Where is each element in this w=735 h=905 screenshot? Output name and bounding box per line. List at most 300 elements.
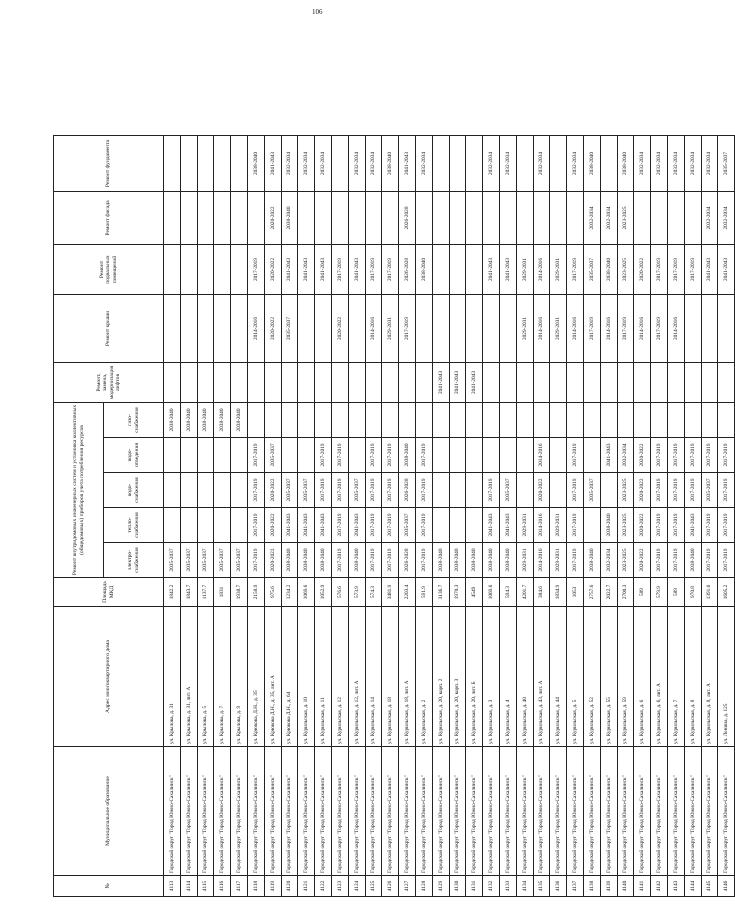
cell-heat: 2041-2043 (281, 508, 298, 543)
table-row (264, 136, 281, 897)
cell-municipality: Городской округ "Город Южно-Сахалинск" (214, 747, 231, 876)
cell-facade (483, 192, 500, 245)
cell-electric: 2035-2037 (214, 543, 231, 578)
cell-foundation (600, 136, 617, 192)
cell-gas (516, 403, 533, 438)
table-row (432, 136, 449, 897)
cell-basement: 2041-2043 (718, 245, 735, 295)
cell-heat: 2020-2022 (634, 508, 651, 543)
cell-address: ул. Крылова, д. 5 (197, 607, 214, 747)
table-row (550, 136, 567, 897)
cell-drain (348, 438, 365, 473)
cell-facade (651, 192, 668, 245)
cell-area: 970.8 (684, 578, 701, 607)
cell-foundation: 2032-2034 (634, 136, 651, 192)
cell-gas (382, 403, 399, 438)
cell-area: 1234.2 (281, 578, 298, 607)
cell-municipality: Городской округ "Город Южно-Сахалинск" (247, 747, 264, 876)
cell-water (550, 473, 567, 508)
cell-heat: 2017-2019 (382, 508, 399, 543)
cell-heat: 2041-2043 (315, 508, 332, 543)
cell-lift (516, 363, 533, 403)
cell-facade (298, 192, 315, 245)
cell-roof (180, 295, 197, 363)
cell-lift (365, 363, 382, 403)
cell-water: 2035-2037 (583, 473, 600, 508)
table-row (617, 136, 634, 897)
cell-water (600, 473, 617, 508)
cell-lift: 2041-2043 (432, 363, 449, 403)
cell-foundation (231, 136, 248, 192)
cell-foundation: 2038-2040 (617, 136, 634, 192)
cell-roof: 2014-2016 (365, 295, 382, 363)
cell-drain (281, 438, 298, 473)
cell-heat: 2017-2019 (651, 508, 668, 543)
cell-foundation: 2032-2034 (281, 136, 298, 192)
cell-row-number: 4138 (583, 876, 600, 897)
cell-area: 4549 (466, 578, 483, 607)
header-water: водо-снабжения (104, 473, 164, 508)
cell-heat (180, 508, 197, 543)
table-row (651, 136, 668, 897)
cell-basement: 2017-2019 (567, 245, 584, 295)
table-row (247, 136, 264, 897)
cell-heat (449, 508, 466, 543)
cell-electric: 2017-2019 (382, 543, 399, 578)
cell-foundation: 2032-2034 (701, 136, 718, 192)
cell-basement: 2038-2040 (415, 245, 432, 295)
cell-area: 1053 (567, 578, 584, 607)
cell-municipality: Городской округ "Город Южно-Сахалинск" (718, 747, 735, 876)
cell-lift (684, 363, 701, 403)
cell-drain: 2020-2022 (634, 438, 651, 473)
cell-basement: 2020-2022 (264, 245, 281, 295)
cell-lift (315, 363, 332, 403)
cell-electric: 2035-2037 (180, 543, 197, 578)
cell-foundation: 2038-2040 (247, 136, 264, 192)
cell-electric: 2017-2019 (365, 543, 382, 578)
cell-address: ул. Курильская, д. 7 (667, 607, 684, 747)
cell-roof: 2029-2031 (516, 295, 533, 363)
cell-row-number: 4121 (298, 876, 315, 897)
cell-foundation (449, 136, 466, 192)
cell-basement: 2041-2043 (348, 245, 365, 295)
cell-facade (315, 192, 332, 245)
cell-municipality: Городской округ "Город Южно-Сахалинск" (684, 747, 701, 876)
cell-gas (247, 403, 264, 438)
cell-lift (667, 363, 684, 403)
cell-lift (701, 363, 718, 403)
cell-electric: 2038-2040 (315, 543, 332, 578)
cell-water: 2035-2037 (298, 473, 315, 508)
cell-water: 2017-2019 (331, 473, 348, 508)
cell-foundation: 2041-2043 (399, 136, 416, 192)
cell-roof (466, 295, 483, 363)
cell-heat: 2017-2019 (701, 508, 718, 543)
cell-water (449, 473, 466, 508)
cell-facade (214, 192, 231, 245)
table-body (164, 136, 735, 897)
cell-roof (214, 295, 231, 363)
cell-facade: 2038-2040 (281, 192, 298, 245)
cell-gas: 2038-2040 (231, 403, 248, 438)
cell-basement: 2041-2043 (281, 245, 298, 295)
cell-basement: 2041-2043 (298, 245, 315, 295)
cell-water (466, 473, 483, 508)
cell-foundation (550, 136, 567, 192)
cell-row-number: 4132 (483, 876, 500, 897)
cell-heat (466, 508, 483, 543)
header-utility-group: Ремонт внутридомовых инженерных систем и установка коллективных (общедомовых) приборов учета потребления ресурсов (54, 403, 104, 578)
cell-basement (449, 245, 466, 295)
cell-basement (231, 245, 248, 295)
cell-drain: 2032-2034 (617, 438, 634, 473)
cell-heat: 2020-2022 (264, 508, 281, 543)
cell-water: 2020-2022 (264, 473, 281, 508)
cell-basement: 2017-2019 (382, 245, 399, 295)
cell-municipality: Городской округ "Город Южно-Сахалинск" (264, 747, 281, 876)
cell-municipality: Городской округ "Город Южно-Сахалинск" (331, 747, 348, 876)
cell-roof (684, 295, 701, 363)
cell-lift (382, 363, 399, 403)
cell-municipality: Городской округ "Город Южно-Сахалинск" (617, 747, 634, 876)
cell-address: ул. Курильская, д. 4 (499, 607, 516, 747)
cell-drain: 2017-2019 (331, 438, 348, 473)
cell-basement (214, 245, 231, 295)
cell-lift (247, 363, 264, 403)
header-area: Площадь МКД (54, 578, 164, 607)
cell-water: 2017-2019 (315, 473, 332, 508)
cell-roof (701, 295, 718, 363)
cell-area: 1834.9 (550, 578, 567, 607)
table-row (667, 136, 684, 897)
cell-row-number: 4114 (180, 876, 197, 897)
cell-heat: 2014-2016 (533, 508, 550, 543)
cell-heat: 2017-2019 (667, 508, 684, 543)
cell-foundation: 2032-2034 (415, 136, 432, 192)
cell-foundation: 2032-2034 (315, 136, 332, 192)
cell-water: 2017-2019 (567, 473, 584, 508)
cell-foundation: 2032-2034 (365, 136, 382, 192)
cell-basement: 2017-2019 (667, 245, 684, 295)
cell-foundation: 2032-2034 (533, 136, 550, 192)
cell-heat: 2017-2019 (415, 508, 432, 543)
cell-heat (214, 508, 231, 543)
cell-roof (197, 295, 214, 363)
header-municipality: Муниципальное образование (54, 747, 164, 876)
cell-basement (164, 245, 181, 295)
cell-drain: 2017-2019 (247, 438, 264, 473)
cell-electric: 2017-2019 (718, 543, 735, 578)
cell-electric: 2038-2040 (499, 543, 516, 578)
cell-foundation (197, 136, 214, 192)
header-num: № (54, 876, 164, 897)
cell-lift: 2041-2043 (466, 363, 483, 403)
cell-row-number: 4143 (667, 876, 684, 897)
cell-row-number: 4118 (247, 876, 264, 897)
cell-lift (214, 363, 231, 403)
cell-area: 1831 (214, 578, 231, 607)
cell-gas (718, 403, 735, 438)
cell-row-number: 4142 (651, 876, 668, 897)
cell-roof (432, 295, 449, 363)
cell-electric: 2035-2037 (231, 543, 248, 578)
cell-lift (617, 363, 634, 403)
cell-municipality: Городской округ "Город Южно-Сахалинск" (432, 747, 449, 876)
cell-municipality: Городской округ "Город Южно-Сахалинск" (298, 747, 315, 876)
cell-heat: 2017-2019 (247, 508, 264, 543)
cell-basement: 2017-2019 (331, 245, 348, 295)
cell-drain: 2014-2016 (533, 438, 550, 473)
cell-gas (466, 403, 483, 438)
cell-facade (567, 192, 584, 245)
table-row (634, 136, 651, 897)
cell-row-number: 4116 (214, 876, 231, 897)
cell-foundation: 2038-2040 (382, 136, 399, 192)
cell-gas (331, 403, 348, 438)
cell-basement: 2029-2031 (550, 245, 567, 295)
cell-foundation: 2032-2034 (499, 136, 516, 192)
cell-basement: 2017-2019 (247, 245, 264, 295)
table-row (180, 136, 197, 897)
cell-heat: 2017-2019 (365, 508, 382, 543)
cell-electric: 2017-2019 (667, 543, 684, 578)
cell-area: 574.3 (365, 578, 382, 607)
cell-facade (415, 192, 432, 245)
cell-row-number: 4129 (432, 876, 449, 897)
table-row (348, 136, 365, 897)
cell-water (180, 473, 197, 508)
cell-facade: 2032-2034 (718, 192, 735, 245)
cell-foundation: 2032-2034 (667, 136, 684, 192)
cell-electric: 2038-2040 (432, 543, 449, 578)
cell-address: ул. Крылова, д. 7 (214, 607, 231, 747)
cell-drain: 2017-2019 (365, 438, 382, 473)
cell-address: ул. Курильская, д. 43, лит. А (533, 607, 550, 747)
page-number: 106 (312, 8, 323, 16)
header-address: Адрес многоквартирного дома (54, 607, 164, 747)
header-drain: водо-отведения (104, 438, 164, 473)
cell-drain (432, 438, 449, 473)
cell-facade (499, 192, 516, 245)
cell-heat (231, 508, 248, 543)
cell-electric: 2023-2025 (617, 543, 634, 578)
cell-roof: 2020-2022 (331, 295, 348, 363)
cell-electric: 2029-2031 (516, 543, 533, 578)
cell-address: ул. Крылова, д. 31, лит. А (180, 607, 197, 747)
cell-water: 2035-2037 (281, 473, 298, 508)
cell-area: 1938.7 (231, 578, 248, 607)
cell-lift (651, 363, 668, 403)
table-row (701, 136, 718, 897)
cell-heat (583, 508, 600, 543)
cell-facade (634, 192, 651, 245)
cell-row-number: 4137 (567, 876, 584, 897)
cell-address: ул. Курильская, д. 20, лит. Б (466, 607, 483, 747)
cell-area: 1970.3 (449, 578, 466, 607)
cell-area: 3481.9 (382, 578, 399, 607)
cell-municipality: Городской округ "Город Южно-Сахалинск" (499, 747, 516, 876)
cell-roof: 2035-2037 (281, 295, 298, 363)
cell-basement (432, 245, 449, 295)
cell-address: ул. Курильская, д. 3 (483, 607, 500, 747)
cell-row-number: 4135 (533, 876, 550, 897)
cell-drain (466, 438, 483, 473)
cell-address: ул. Курильская, д. 52 (583, 607, 600, 747)
cell-row-number: 4126 (382, 876, 399, 897)
cell-row-number: 4133 (499, 876, 516, 897)
cell-basement: 2035-2037 (583, 245, 600, 295)
table-row (449, 136, 466, 897)
cell-drain (550, 438, 567, 473)
cell-gas: 2038-2040 (197, 403, 214, 438)
cell-water (231, 473, 248, 508)
cell-lift (197, 363, 214, 403)
cell-facade (197, 192, 214, 245)
header-electric: электро-снабжения (104, 543, 164, 578)
cell-address: ул. Курильская, д. 18, лит. А (399, 607, 416, 747)
cell-municipality: Городской округ "Город Южно-Сахалинск" (466, 747, 483, 876)
header-lift: Ремонт, замена, модернизация лифтов (54, 363, 164, 403)
cell-lift (348, 363, 365, 403)
cell-row-number: 4120 (281, 876, 298, 897)
cell-facade (164, 192, 181, 245)
cell-lift (718, 363, 735, 403)
cell-row-number: 4124 (348, 876, 365, 897)
cell-facade: 2032-2034 (701, 192, 718, 245)
cell-drain: 2017-2019 (567, 438, 584, 473)
cell-foundation (180, 136, 197, 192)
cell-water (432, 473, 449, 508)
cell-municipality: Городской округ "Город Южно-Сахалинск" (550, 747, 567, 876)
cell-facade (533, 192, 550, 245)
cell-gas (348, 403, 365, 438)
cell-address: ул. Курильская, д. 8 (684, 607, 701, 747)
cell-row-number: 4117 (231, 876, 248, 897)
table-row (483, 136, 500, 897)
cell-gas (298, 403, 315, 438)
cell-row-number: 4128 (415, 876, 432, 897)
cell-heat: 2041-2043 (499, 508, 516, 543)
cell-foundation: 2038-2040 (583, 136, 600, 192)
cell-gas: 2038-2040 (214, 403, 231, 438)
cell-water: 2017-2019 (247, 473, 264, 508)
table-row (718, 136, 735, 897)
cell-gas (634, 403, 651, 438)
cell-electric: 2035-2037 (164, 543, 181, 578)
cell-basement (180, 245, 197, 295)
cell-water: 2017-2019 (415, 473, 432, 508)
cell-drain (583, 438, 600, 473)
cell-row-number: 4145 (701, 876, 718, 897)
cell-facade: 2032-2034 (600, 192, 617, 245)
cell-roof: 2014-2016 (667, 295, 684, 363)
cell-gas (533, 403, 550, 438)
table-row (365, 136, 382, 897)
cell-municipality: Городской округ "Город Южно-Сахалинск" (415, 747, 432, 876)
cell-roof: 2014-2016 (567, 295, 584, 363)
cell-roof: 2029-2031 (382, 295, 399, 363)
cell-address: ул. Курильская, д. 40 (516, 607, 533, 747)
cell-basement: 2041-2043 (315, 245, 332, 295)
cell-electric: 2038-2040 (684, 543, 701, 578)
cell-water: 2017-2019 (718, 473, 735, 508)
cell-electric: 2038-2040 (281, 543, 298, 578)
cell-roof (449, 295, 466, 363)
cell-address: ул. Курильская, д. 20, корп. 2 (432, 607, 449, 747)
cell-address: ул. Крюкова Д.Н., д. 35, лит. А (264, 607, 281, 747)
cell-municipality: Городской округ "Город Южно-Сахалинск" (600, 747, 617, 876)
cell-water: 2017-2019 (684, 473, 701, 508)
cell-gas (684, 403, 701, 438)
cell-address: ул. Курильская, д. 6, лит. А (651, 607, 668, 747)
cell-area: 579.9 (651, 578, 668, 607)
cell-municipality: Городской округ "Город Южно-Сахалинск" (634, 747, 651, 876)
cell-drain: 2017-2019 (667, 438, 684, 473)
cell-foundation (214, 136, 231, 192)
cell-municipality: Городской округ "Город Южно-Сахалинск" (399, 747, 416, 876)
table-row (281, 136, 298, 897)
cell-municipality: Городской округ "Город Южно-Сахалинск" (315, 747, 332, 876)
cell-lift (281, 363, 298, 403)
cell-gas (449, 403, 466, 438)
cell-water: 2035-2037 (499, 473, 516, 508)
cell-address: ул. Курильская, д. 6 (634, 607, 651, 747)
cell-row-number: 4140 (617, 876, 634, 897)
cell-roof (415, 295, 432, 363)
cell-drain: 2041-2043 (600, 438, 617, 473)
cell-facade (247, 192, 264, 245)
table-row (164, 136, 181, 897)
cell-water: 2026-2028 (399, 473, 416, 508)
cell-lift (180, 363, 197, 403)
cell-roof: 2017-2019 (399, 295, 416, 363)
cell-roof: 2014-2016 (634, 295, 651, 363)
cell-electric: 2038-2040 (583, 543, 600, 578)
cell-facade (180, 192, 197, 245)
cell-roof (315, 295, 332, 363)
cell-facade (231, 192, 248, 245)
cell-area: 2022.7 (600, 578, 617, 607)
cell-drain: 2017-2019 (415, 438, 432, 473)
cell-row-number: 4119 (264, 876, 281, 897)
cell-municipality: Городской округ "Город Южно-Сахалинск" (365, 747, 382, 876)
cell-area: 2700.3 (617, 578, 634, 607)
cell-foundation (516, 136, 533, 192)
cell-facade: 2023-2025 (617, 192, 634, 245)
cell-heat (197, 508, 214, 543)
cell-address: ул. Курильская, д. 59 (617, 607, 634, 747)
cell-municipality: Городской округ "Город Южно-Сахалинск" (667, 747, 684, 876)
cell-row-number: 4113 (164, 876, 181, 897)
cell-basement: 2026-2028 (399, 245, 416, 295)
cell-roof (164, 295, 181, 363)
table-row (214, 136, 231, 897)
table-row (298, 136, 315, 897)
cell-address: ул. Курильская, д. 8, лит. А (701, 607, 718, 747)
header-foundation: Ремонт фундамента (54, 136, 164, 192)
cell-electric: 2014-2016 (533, 543, 550, 578)
cell-electric: 2038-2040 (348, 543, 365, 578)
cell-heat: 2041-2043 (483, 508, 500, 543)
table-row (583, 136, 600, 897)
cell-area: 1842.2 (164, 578, 181, 607)
cell-roof (483, 295, 500, 363)
cell-municipality: Городской округ "Город Южно-Сахалинск" (164, 747, 181, 876)
cell-area: 4201.7 (516, 578, 533, 607)
cell-address: ул. Курильская, д. 44 (550, 607, 567, 747)
cell-foundation: 2032-2034 (651, 136, 668, 192)
